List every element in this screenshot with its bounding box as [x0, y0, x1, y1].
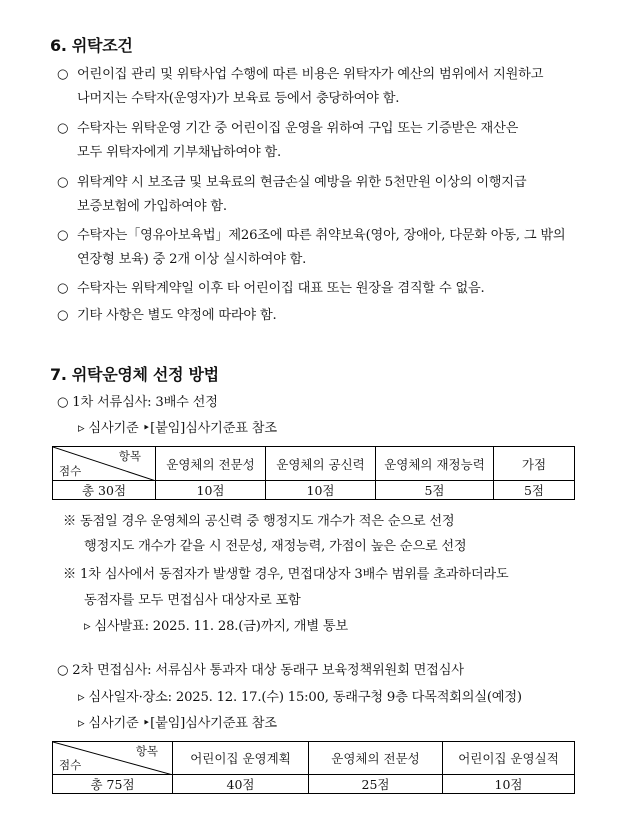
table-total: 총 75점 [53, 775, 173, 794]
corner-top-label: 항목 [118, 449, 141, 463]
table-header: 어린이집 운영계획 [173, 742, 309, 775]
corner-top-label: 항목 [135, 744, 158, 758]
table-header: 운영체의 전문성 [309, 742, 443, 775]
table-cell: 5점 [494, 481, 575, 500]
table-header: 운영체의 전문성 [156, 447, 266, 481]
table-cell: 25점 [309, 775, 443, 794]
table-header: 운영체의 재정능력 [376, 447, 494, 481]
stage1-score-table [52, 446, 575, 500]
condition-item-1: ○ 어린이집 관리 및 위탁사업 수행에 따른 비용은 위탁자가 예산의 범위에서 지원하고 [57, 67, 544, 82]
announce-line: ▹ 심사발표: 2025. 11. 28.(금)까지, 개별 통보 [84, 619, 348, 634]
stage2-score-table [52, 741, 575, 794]
tie-note-1: ※ 동점일 경우 운영체의 공신력 중 행정지도 개수가 적은 순으로 선정 [63, 514, 455, 529]
table-cell: 40점 [173, 775, 309, 794]
condition-item-4: ○ 수탁자는「영유아보육법」제26조에 따른 취약보육(영아, 장애아, 다문화 아동, 그 밖의 [57, 228, 566, 243]
section-6-title: 6. 위탁조건 [50, 36, 133, 55]
corner-bottom-label: 점수 [59, 464, 82, 478]
table-total: 총 30점 [53, 481, 156, 500]
table-cell: 10점 [156, 481, 266, 500]
condition-item-2: ○ 수탁자는 위탁운영 기간 중 어린이집 운영을 위하여 구입 또는 기증받은 재산은 [57, 121, 519, 136]
stage2-line: ○ 2차 면접심사: 서류심사 통과자 대상 동래구 보육정책위원회 면접심사 [57, 663, 464, 678]
table-corner-cell [53, 447, 156, 481]
table-header: 운영체의 공신력 [266, 447, 376, 481]
table-header: 어린이집 운영실적 [443, 742, 575, 775]
tie-note-2-cont: 동점자를 모두 면접심사 대상자로 포함 [84, 593, 301, 608]
tie-note-1-cont: 행정지도 개수가 같을 시 전문성, 재정능력, 가점이 높은 순으로 선정 [84, 539, 467, 554]
table-cell: 5점 [376, 481, 494, 500]
table-header: 가점 [494, 447, 575, 481]
stage2-schedule: ▹ 심사일자·장소: 2025. 12. 17.(수) 15:00, 동래구청 9층 다목적회의실(예정) [78, 690, 522, 705]
condition-item-3-cont: 보증보험에 가입하여야 함. [77, 199, 227, 214]
section-7-title: 7. 위탁운영체 선정 방법 [50, 365, 219, 384]
condition-item-1-cont: 나머지는 수탁자(운영자)가 보육료 등에서 충당하여야 함. [77, 91, 400, 106]
table-corner-cell [53, 742, 173, 775]
condition-item-4-cont: 연장형 보육) 중 2개 이상 실시하여야 함. [77, 252, 307, 267]
condition-item-5: ○ 수탁자는 위탁계약일 이후 타 어린이집 대표 또는 원장을 겸직할 수 없음. [57, 281, 485, 296]
stage2-criteria: ▹ 심사기준 ‣[붙임]심사기준표 참조 [78, 716, 277, 731]
condition-item-3: ○ 위탁계약 시 보조금 및 보육료의 현금손실 예방을 위한 5천만원 이상의 이행지급 [57, 175, 527, 190]
tie-note-2: ※ 1차 심사에서 동점자가 발생할 경우, 면접대상자 3배수 범위를 초과하더라도 [63, 567, 509, 582]
condition-item-2-cont: 모두 위탁자에게 기부채납하여야 함. [77, 145, 282, 160]
condition-item-6: ○ 기타 사항은 별도 약정에 따라야 함. [57, 308, 277, 323]
stage1-line: ○ 1차 서류심사: 3배수 선정 [57, 395, 218, 410]
stage1-criteria: ▹ 심사기준 ‣[붙임]심사기준표 참조 [78, 421, 277, 436]
table-cell: 10점 [266, 481, 376, 500]
table-cell: 10점 [443, 775, 575, 794]
corner-bottom-label: 점수 [59, 758, 82, 772]
